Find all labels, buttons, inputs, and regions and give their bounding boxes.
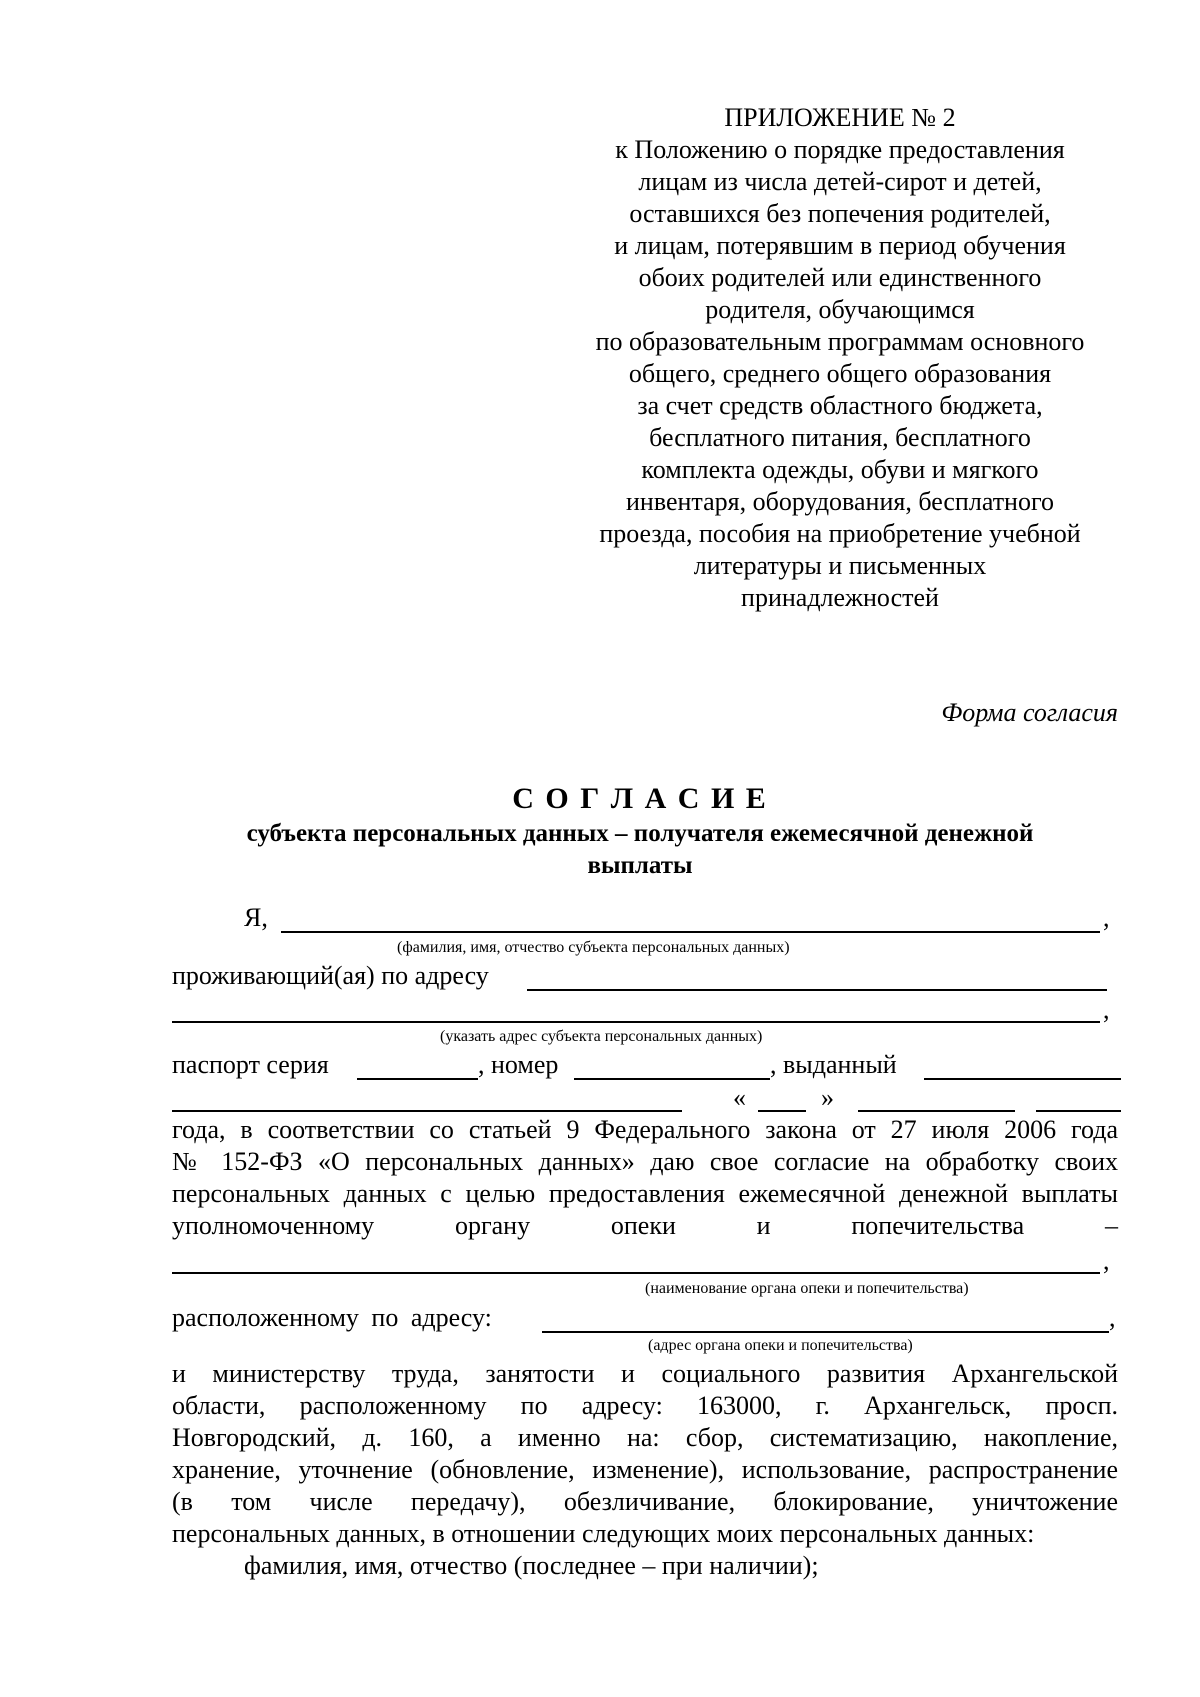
issue-day-field[interactable] — [758, 1110, 806, 1112]
appendix-line: за счет средств областного бюджета, — [637, 391, 1043, 420]
appendix-line: обоих родителей или единственного — [638, 263, 1042, 292]
fio-hint: (фамилия, имя, отчество субъекта персональных данных) — [397, 939, 790, 956]
guardian-authority-hint: (наименование органа опеки и попечительства) — [645, 1280, 969, 1297]
appendix-line: проезда, пособия на приобретение учебной — [599, 519, 1081, 548]
paragraph-line: Новгородский, д. 160, а именно на: сбор, систематизацию, накопление, — [172, 1423, 1118, 1452]
paragraph-line: хранение, уточнение (обновление, изменение), использование, распространение — [172, 1455, 1118, 1484]
appendix-line: к Положению о порядке предоставления — [615, 135, 1065, 164]
quote-open: « — [733, 1083, 746, 1112]
located-label: расположенному по адресу: — [172, 1303, 492, 1332]
paragraph-line: и министерству труда, занятости и социального развития Архангельской — [172, 1359, 1118, 1388]
appendix-line: принадлежностей — [741, 583, 939, 612]
appendix-line: и лицам, потерявшим в период обучения — [614, 231, 1066, 260]
passport-number-field[interactable] — [574, 1078, 770, 1080]
paragraph-line: года, в соответствии со статьей 9 Федерального закона от 27 июля 2006 года — [172, 1115, 1118, 1144]
address-hint: (указать адрес субъекта персональных данных) — [440, 1028, 763, 1045]
appendix-line: по образовательным программам основного — [595, 327, 1085, 356]
passport-issuer-field[interactable] — [172, 1110, 682, 1112]
document-subtitle-line1: субъекта персональных данных – получателя ежемесячной денежной — [246, 820, 1034, 847]
comma: , — [1103, 1246, 1110, 1275]
passport-series-field[interactable] — [357, 1078, 478, 1080]
document-title: С О Г Л А С И Е — [512, 782, 768, 815]
appendix-line: литературы и письменных — [693, 551, 987, 580]
appendix-line: инвентаря, оборудования, бесплатного — [626, 487, 1054, 516]
address-field-line2[interactable] — [172, 1021, 1100, 1023]
paragraph-line: области, расположенному по адресу: 163000, г. Архангельск, просп. — [172, 1391, 1118, 1420]
passport-issued-field[interactable] — [924, 1078, 1121, 1080]
appendix-line: бесплатного питания, бесплатного — [649, 423, 1031, 452]
paragraph-line: (в том числе передачу), обезличивание, блокирование, уничтожение — [172, 1487, 1118, 1516]
quote-close: » — [821, 1083, 834, 1112]
form-type-label: Форма согласия — [941, 698, 1118, 727]
appendix-line: родителя, обучающимся — [705, 295, 975, 324]
appendix-title: ПРИЛОЖЕНИЕ № 2 — [724, 103, 956, 132]
paragraph-line: № 152-ФЗ «О персональных данных» даю свое согласие на обработку своих — [172, 1147, 1118, 1176]
data-item: фамилия, имя, отчество (последнее – при наличии); — [244, 1551, 819, 1580]
document-subtitle-line2: выплаты — [587, 852, 693, 879]
appendix-line: общего, среднего общего образования — [628, 359, 1052, 388]
fio-field[interactable] — [281, 931, 1100, 933]
i-label: Я, — [244, 903, 268, 932]
comma: , — [1109, 1303, 1116, 1332]
address-field-line1[interactable] — [527, 989, 1107, 991]
guardian-authority-field[interactable] — [172, 1272, 1100, 1274]
guardian-address-hint: (адрес органа опеки и попечительства) — [648, 1337, 913, 1354]
paragraph-line: персональных данных, в отношении следующих моих персональных данных: — [172, 1519, 1035, 1548]
passport-issued-label: , выданный — [770, 1050, 897, 1079]
appendix-line: лицам из числа детей-сирот и детей, — [638, 167, 1042, 196]
passport-number-label: , номер — [478, 1050, 559, 1079]
paragraph-line: уполномоченному органу опеки и попечительства – — [172, 1211, 1118, 1240]
paragraph-line: персональных данных с целью предоставления ежемесячной денежной выплаты — [172, 1179, 1118, 1208]
appendix-line: комплекта одежды, обуви и мягкого — [641, 455, 1039, 484]
issue-month-field[interactable] — [858, 1110, 1015, 1112]
passport-series-label: паспорт серия — [172, 1050, 329, 1079]
comma: , — [1103, 995, 1110, 1024]
appendix-line: оставшихся без попечения родителей, — [629, 199, 1051, 228]
address-label: проживающий(ая) по адресу — [172, 961, 489, 990]
issue-year-field[interactable] — [1036, 1110, 1121, 1112]
comma: , — [1103, 903, 1110, 932]
guardian-address-field[interactable] — [542, 1331, 1109, 1333]
